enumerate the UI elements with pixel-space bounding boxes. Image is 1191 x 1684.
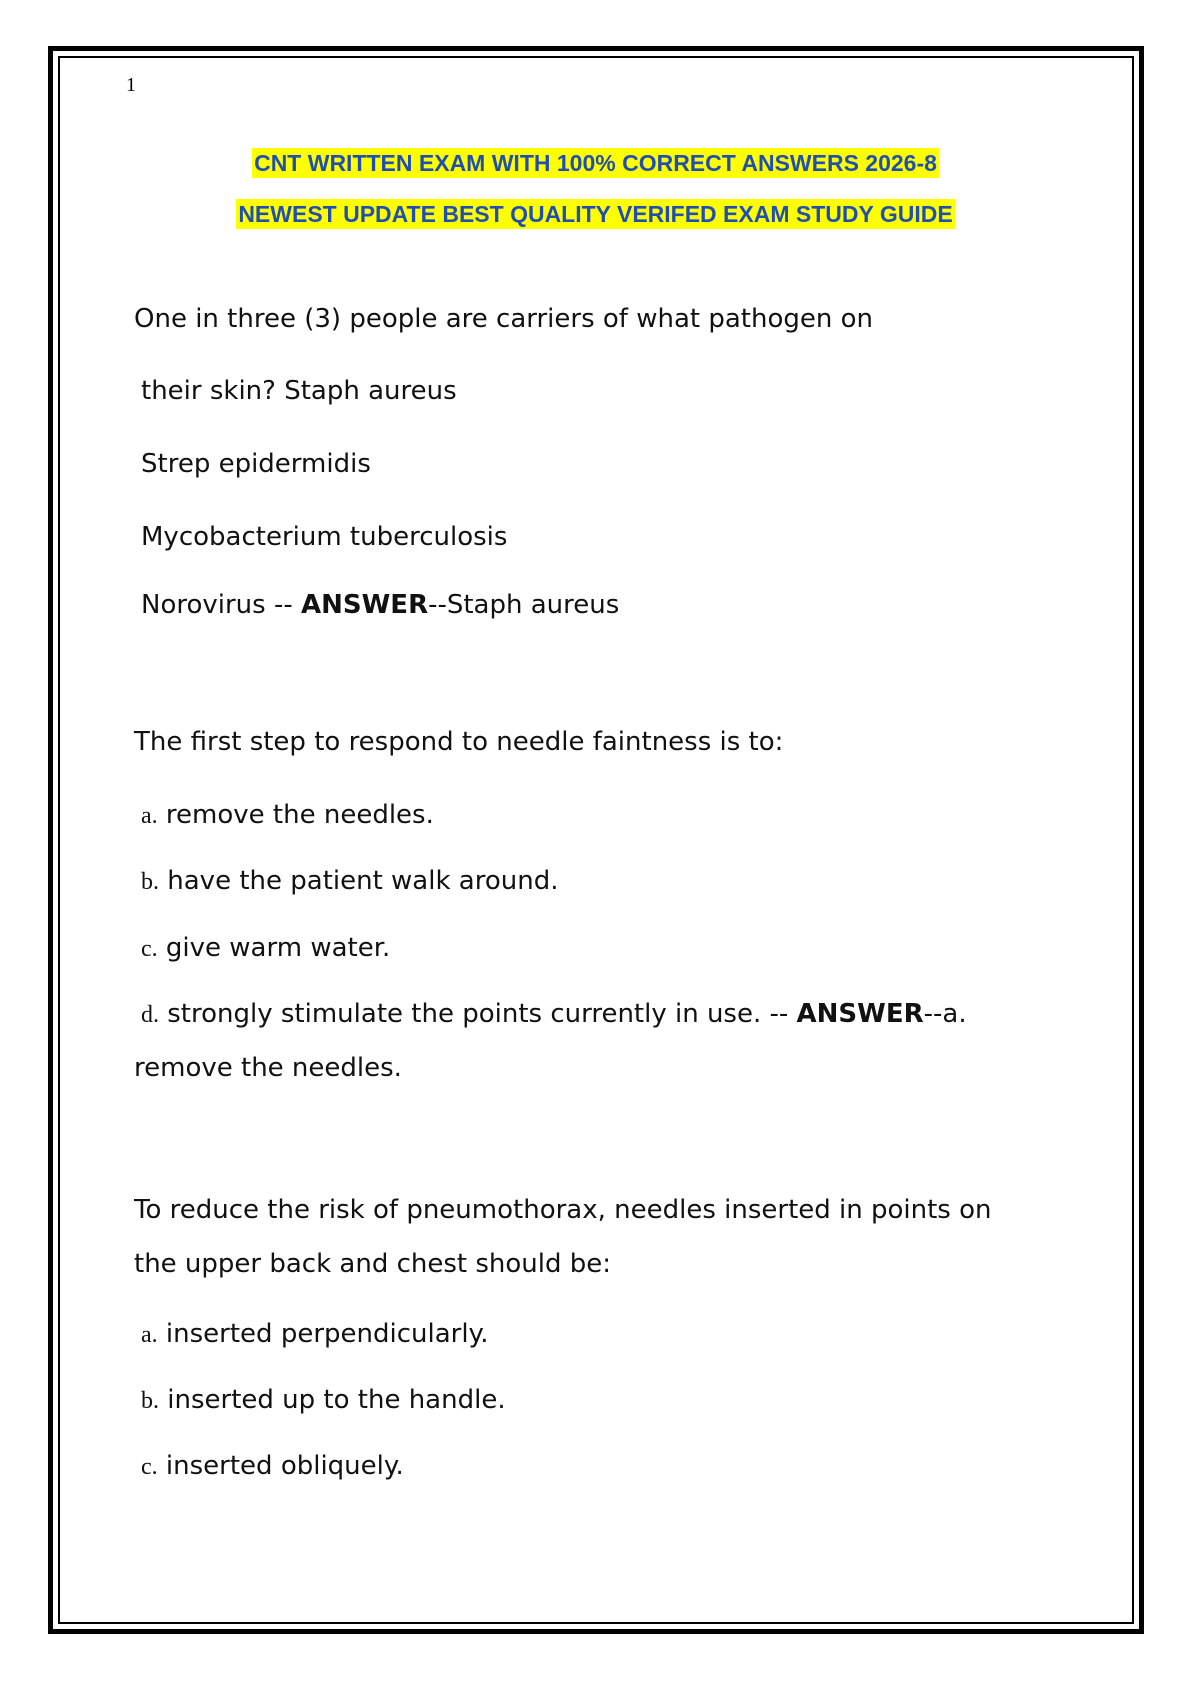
q3-option-a-letter: a. xyxy=(141,1322,158,1348)
q2-option-b-letter: b. xyxy=(141,869,159,895)
q1-line-2: their skin? Staph aureus xyxy=(141,376,457,406)
q3-option-b xyxy=(141,1385,506,1415)
q3-line-1: To reduce the risk of pneumothorax, needles inserted in points on xyxy=(134,1195,992,1225)
q2-option-b xyxy=(141,866,558,896)
q1-option-2: Strep epidermidis xyxy=(141,449,371,479)
q1-line-1: One in three (3) people are carriers of what pathogen on xyxy=(134,304,873,334)
q1-separator: -- xyxy=(265,590,302,620)
q2-option-d-text: strongly stimulate the points currently in use. xyxy=(167,999,762,1029)
q3-option-b-letter: b. xyxy=(141,1388,159,1414)
q2-line-1: The first step to respond to needle faintness is to: xyxy=(134,727,784,757)
q2-answer-text: --a. xyxy=(923,999,967,1029)
title-line-2-text: NEWEST UPDATE BEST QUALITY VERIFED EXAM STUDY GUIDE xyxy=(238,201,953,227)
title-line-1 xyxy=(0,150,1191,177)
q2-option-c-letter: c. xyxy=(141,936,158,962)
q2-option-b-text: have the patient walk around. xyxy=(167,866,559,896)
q2-option-a xyxy=(141,800,434,830)
title-line-1-text: CNT WRITTEN EXAM WITH 100% CORRECT ANSWERS 2026-8 xyxy=(254,150,937,176)
q2-option-d-letter: d. xyxy=(141,1002,159,1028)
q3-option-a-text: inserted perpendicularly. xyxy=(165,1319,489,1349)
q2-option-a-letter: a. xyxy=(141,803,158,829)
q1-option-4-answer xyxy=(141,590,619,620)
q2-option-c-text: give warm water. xyxy=(165,933,391,963)
q3-option-c xyxy=(141,1451,404,1481)
q1-answer-text: --Staph aureus xyxy=(428,590,620,620)
q3-option-c-letter: c. xyxy=(141,1454,158,1480)
q1-option-3: Mycobacterium tuberculosis xyxy=(141,522,508,552)
title-line-2 xyxy=(0,201,1191,228)
q1-answer-label: ANSWER xyxy=(301,590,429,620)
q2-option-a-text: remove the needles. xyxy=(165,800,434,830)
page-number: 1 xyxy=(126,74,136,96)
q2-option-d-answer xyxy=(141,999,967,1029)
q2-answer-continuation: remove the needles. xyxy=(134,1053,402,1083)
q2-answer-label: ANSWER xyxy=(796,999,924,1029)
q3-option-b-text: inserted up to the handle. xyxy=(167,1385,506,1415)
q2-option-c xyxy=(141,933,390,963)
q3-option-a xyxy=(141,1319,489,1349)
q3-line-2: the upper back and chest should be: xyxy=(134,1249,612,1279)
q3-option-c-text: inserted obliquely. xyxy=(165,1451,404,1481)
q2-separator: -- xyxy=(761,999,797,1029)
q1-option-4: Norovirus xyxy=(141,590,266,620)
